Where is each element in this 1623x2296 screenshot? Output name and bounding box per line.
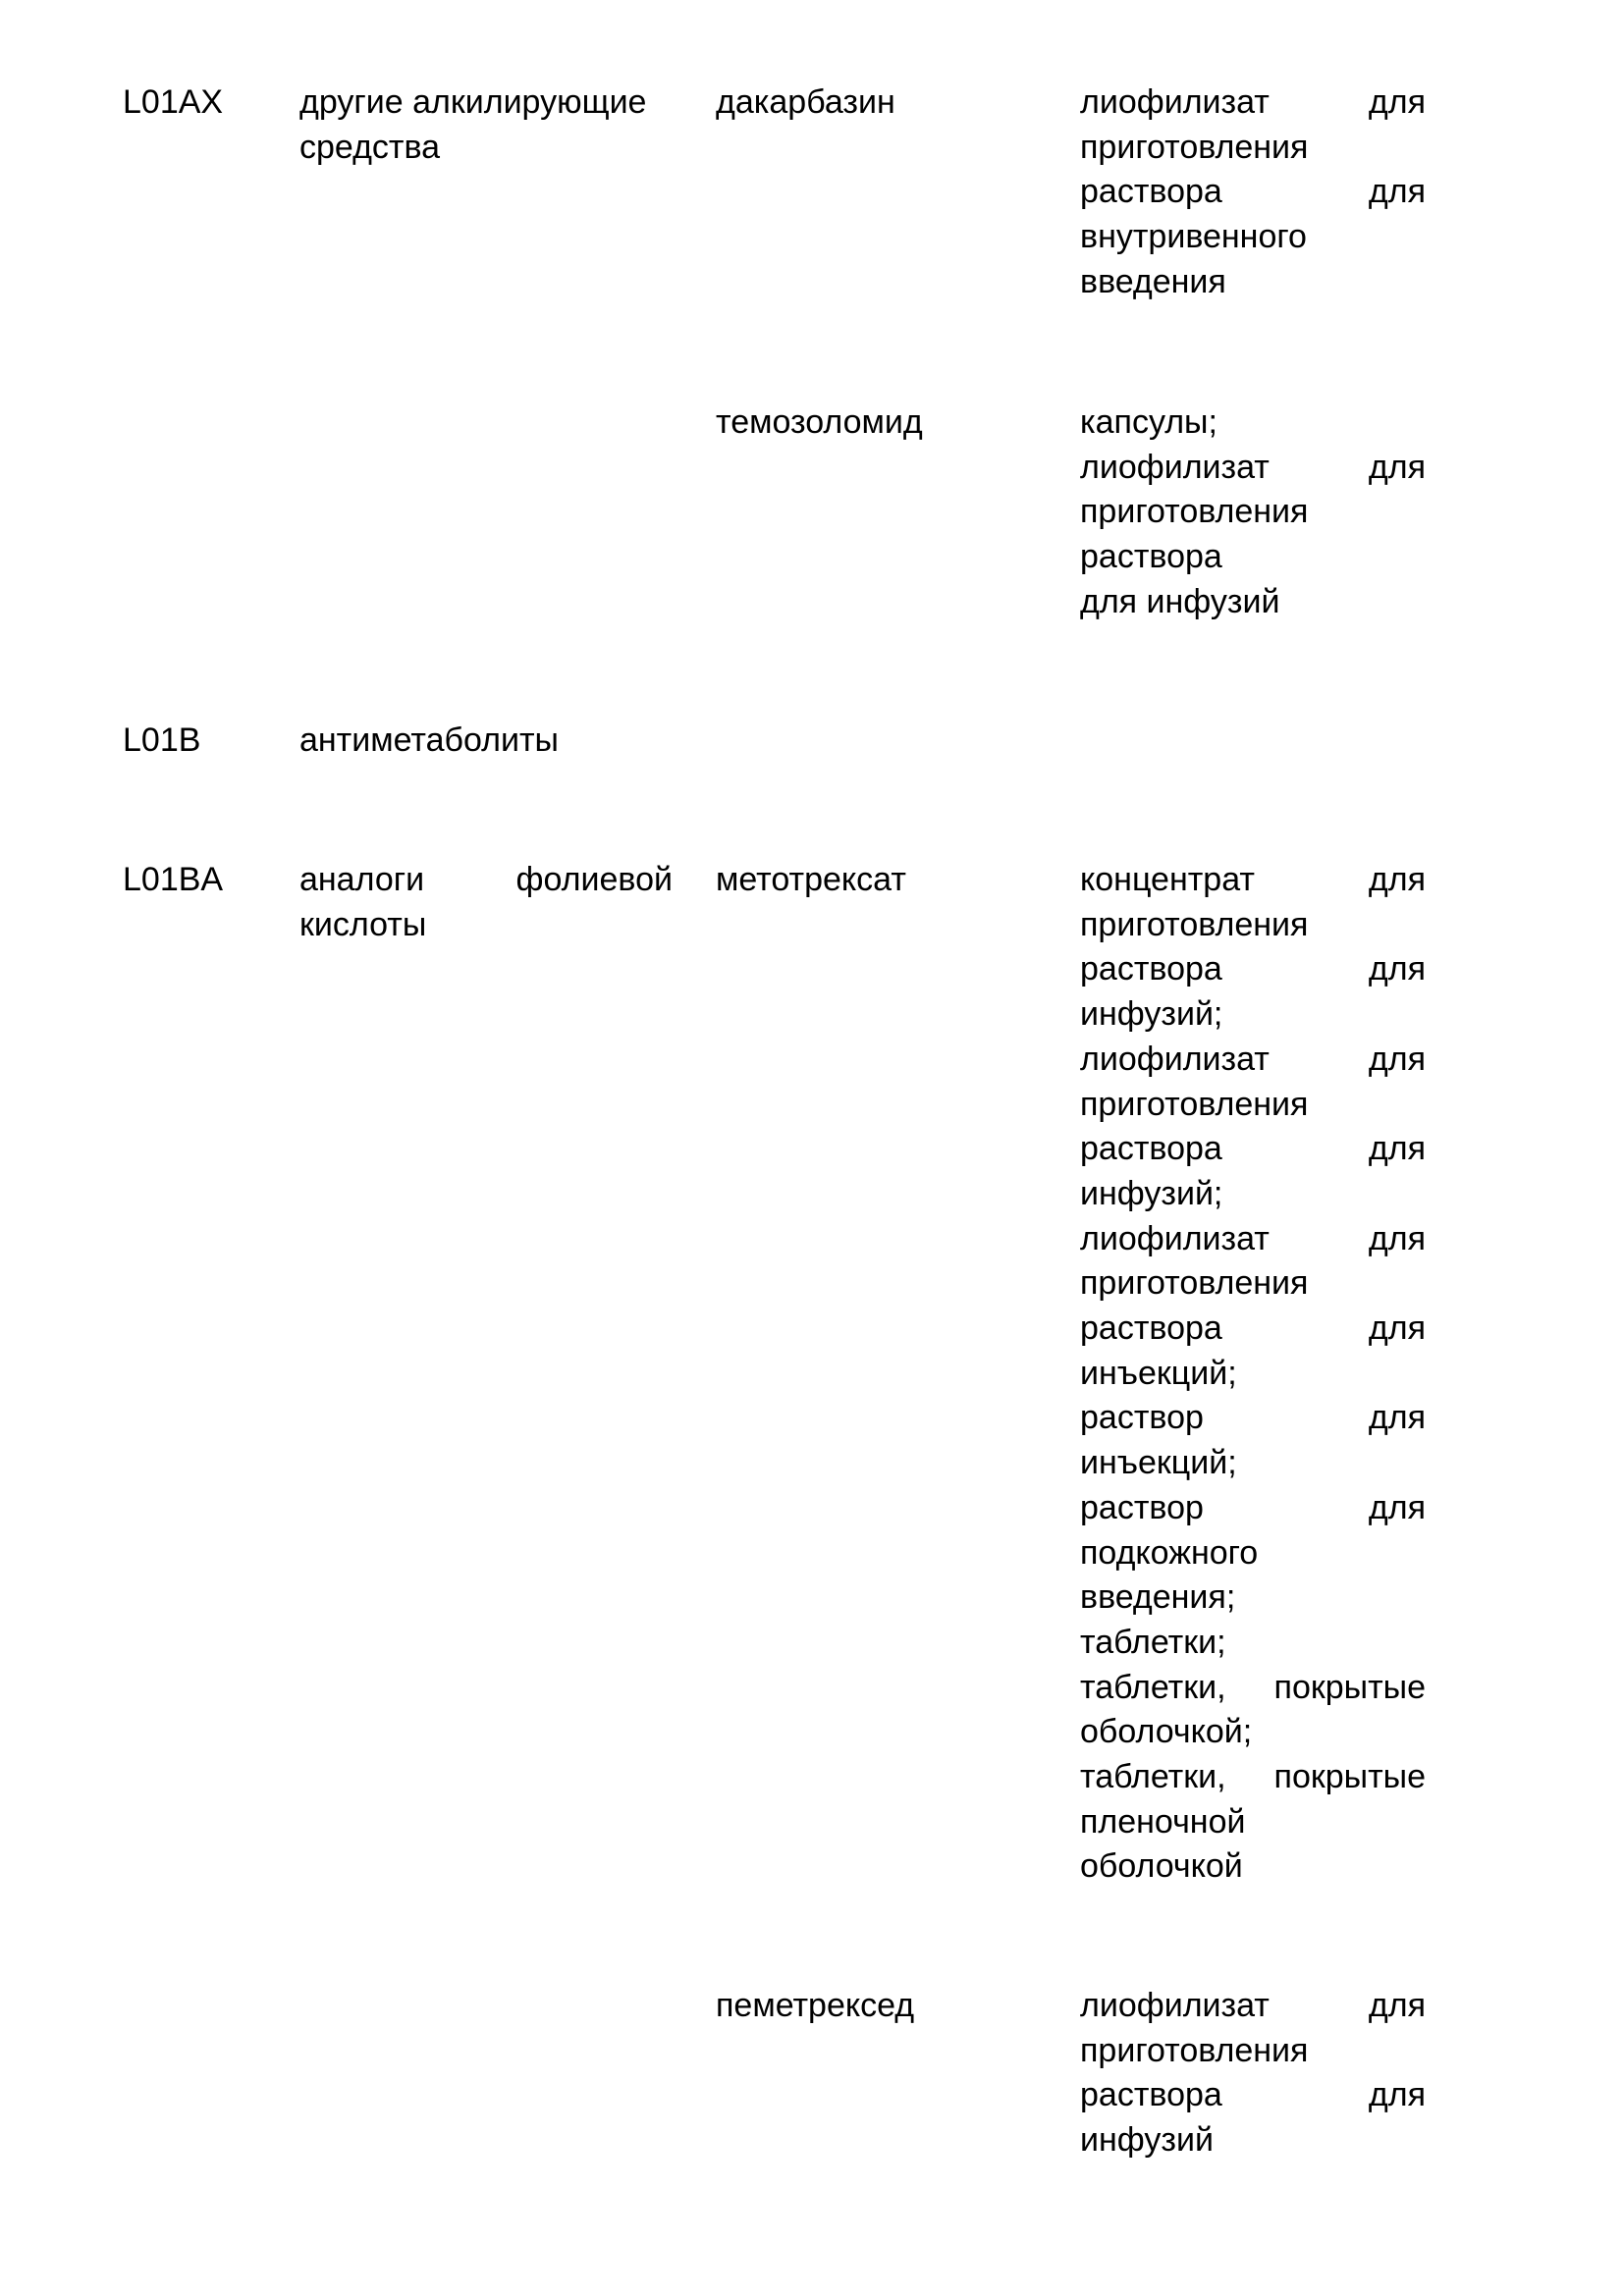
form-line <box>1080 1307 1426 1352</box>
anatomical-group <box>299 80 673 170</box>
group-line: другие алкилирующие <box>299 83 647 121</box>
drug-name <box>716 1984 1069 2029</box>
form-line: инфузий <box>1080 2121 1214 2160</box>
form-line: инфузий; <box>1080 1174 1223 1212</box>
form-word: лиофилизат <box>1080 1040 1270 1078</box>
form-line <box>1080 858 1426 903</box>
anatomical-group <box>299 719 673 764</box>
form-line: оболочкой; <box>1080 1713 1253 1751</box>
form-line <box>1080 446 1426 491</box>
group-word: фолиевой <box>515 861 673 898</box>
form-line: приготовления <box>1080 905 1309 943</box>
form-word: раствора <box>1080 950 1222 988</box>
group-line: средства <box>299 128 441 166</box>
form-word: для <box>1368 1040 1426 1078</box>
form-word: для <box>1368 950 1426 988</box>
form-line <box>1080 80 1426 126</box>
form-line: оболочкой <box>1080 1847 1243 1886</box>
atc-code-text: L01BA <box>123 861 224 898</box>
form-word: для <box>1368 1130 1426 1168</box>
form-word: раствора <box>1080 2076 1222 2114</box>
group-line <box>299 858 673 903</box>
atc-code-text: L01AX <box>123 83 224 121</box>
form-word: таблетки, <box>1080 1668 1226 1706</box>
form-line: введения; <box>1080 1578 1236 1617</box>
form-line: раствора <box>1080 538 1222 576</box>
form-line: инфузий; <box>1080 995 1223 1034</box>
form-line: приготовления <box>1080 1085 1309 1123</box>
form-word: лиофилизат <box>1080 1987 1270 2024</box>
drug-name <box>716 80 1069 126</box>
form-word: лиофилизат <box>1080 83 1270 121</box>
form-word: для <box>1368 83 1426 121</box>
form-line <box>1080 1666 1426 1711</box>
form-line: приготовления <box>1080 2031 1309 2069</box>
form-word: раствора <box>1080 173 1222 211</box>
form-word: лиофилизат <box>1080 1219 1270 1257</box>
form-word: раствор <box>1080 1399 1204 1437</box>
form-line <box>1080 1038 1426 1083</box>
drug-name-text: метотрексат <box>716 861 906 898</box>
dosage-forms <box>1080 400 1426 625</box>
form-word: для <box>1368 861 1426 898</box>
form-line: приготовления <box>1080 128 1309 166</box>
form-word: таблетки, <box>1080 1758 1226 1796</box>
form-line: инъекций; <box>1080 1354 1237 1392</box>
form-word: раствор <box>1080 1488 1204 1526</box>
form-line: приготовления <box>1080 1264 1309 1303</box>
form-word: для <box>1368 2076 1426 2114</box>
dosage-forms <box>1080 1984 1426 2163</box>
form-word: для <box>1368 1219 1426 1257</box>
drug-name <box>716 858 1069 903</box>
form-line: пленочной <box>1080 1802 1246 1841</box>
form-line: для инфузий <box>1080 582 1280 620</box>
form-line <box>1080 170 1426 215</box>
group-line: кислоты <box>299 905 427 943</box>
group-word: аналоги <box>299 861 425 898</box>
form-line <box>1080 1127 1426 1172</box>
form-word: для <box>1368 1399 1426 1437</box>
form-word: для <box>1368 1987 1426 2024</box>
form-word: для <box>1368 1488 1426 1526</box>
form-line <box>1080 1217 1426 1262</box>
drug-name <box>716 400 1069 446</box>
drug-name-text: дакарбазин <box>716 83 895 121</box>
form-line: внутривенного <box>1080 218 1307 256</box>
form-line <box>1080 1755 1426 1800</box>
form-line: капсулы; <box>1080 403 1217 441</box>
form-line: инъекций; <box>1080 1444 1237 1482</box>
anatomical-group <box>299 858 673 947</box>
form-line: введения <box>1080 262 1226 300</box>
form-line <box>1080 947 1426 992</box>
atc-code <box>123 858 290 903</box>
form-line: подкожного <box>1080 1533 1259 1572</box>
dosage-forms <box>1080 858 1426 1890</box>
form-line <box>1080 1396 1426 1441</box>
form-word: для <box>1368 173 1426 211</box>
atc-code <box>123 80 290 126</box>
form-line: приготовления <box>1080 493 1309 531</box>
form-word: покрытые <box>1273 1758 1426 1796</box>
form-word: покрытые <box>1273 1668 1426 1706</box>
form-word: раствора <box>1080 1130 1222 1168</box>
form-line <box>1080 1984 1426 2029</box>
drug-name-text: темозоломид <box>716 403 923 441</box>
form-word: для <box>1368 448 1426 486</box>
dosage-forms <box>1080 80 1426 305</box>
atc-code <box>123 719 290 764</box>
group-line: антиметаболиты <box>299 721 559 759</box>
form-line: таблетки; <box>1080 1623 1226 1661</box>
form-word: раствора <box>1080 1309 1222 1348</box>
form-line <box>1080 2073 1426 2118</box>
form-word: концентрат <box>1080 861 1255 898</box>
form-word: лиофилизат <box>1080 448 1270 486</box>
form-line <box>1080 1486 1426 1531</box>
drug-name-text: пеметрексед <box>716 1987 915 2024</box>
form-word: для <box>1368 1309 1426 1348</box>
atc-code-text: L01B <box>123 721 201 759</box>
